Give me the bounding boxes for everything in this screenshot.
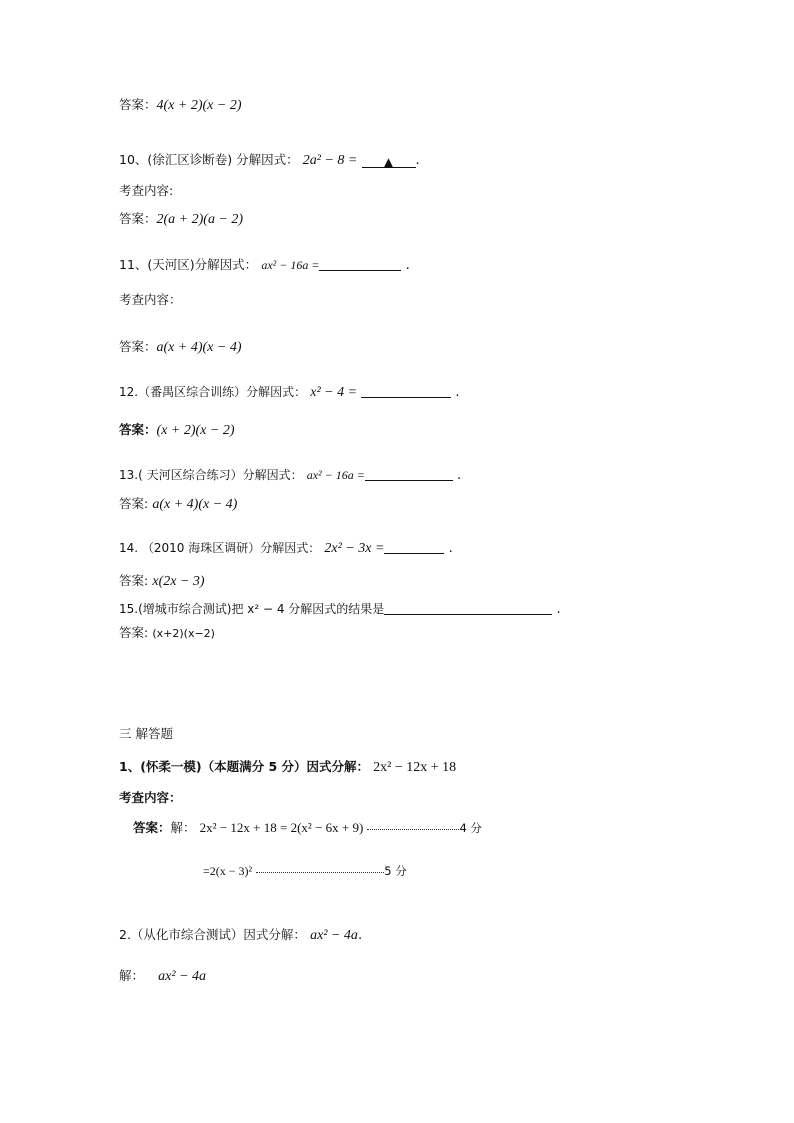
question-text: 2.（从化市综合测试）因式分解： [119, 927, 306, 942]
period: . [455, 385, 460, 400]
question-text: 11、(天河区)分解因式： [119, 257, 258, 272]
q12-answer [119, 421, 235, 440]
dotted-leader [256, 862, 384, 873]
answer-expr: 4(x + 2)(x − 2) [156, 98, 242, 113]
period: . [556, 602, 561, 617]
answer-label: 答案： [119, 211, 157, 226]
question-text: 14. （2010 海珠区调研）分解因式： [119, 541, 321, 555]
solve-label: 解： [119, 968, 145, 983]
answer-expr: (x + 2)(x − 2) [156, 423, 235, 438]
s1-topic: 考查内容： [119, 790, 182, 805]
q9-answer [119, 96, 242, 115]
question-text: 10、(徐汇区诊断卷) 分解因式： [119, 152, 299, 167]
answer-label: 答案: [119, 625, 149, 640]
answer-blank [384, 539, 444, 554]
period: . [448, 541, 453, 556]
q14-answer [119, 572, 205, 591]
step-expr: =2(x − 3)² [203, 864, 253, 878]
answer-expr: a(x + 4)(x − 4) [156, 340, 242, 355]
question-expr: ax² − 4a [310, 928, 358, 943]
period: . [357, 928, 363, 943]
answer-expr: 2(a + 2)(a − 2) [156, 212, 244, 227]
answer-expr: x(2x − 3) [152, 574, 205, 589]
dotted-leader [367, 819, 459, 830]
solve-question-1 [119, 758, 456, 777]
question-text: 15.(增城市综合测试)把 x² − 4 分解因式的结果是 [119, 602, 385, 616]
question-15 [119, 600, 561, 619]
s1-step1 [133, 819, 482, 838]
q15-answer [119, 624, 215, 643]
q13-answer [119, 495, 237, 514]
answer-blank [362, 153, 416, 168]
question-11 [119, 256, 410, 275]
question-12 [119, 383, 459, 402]
answer-label: 答案: [119, 573, 149, 588]
answer-blank [365, 466, 453, 481]
q10-topic: 考查内容: [119, 183, 174, 198]
answer-label: 答案： [119, 339, 157, 354]
q11-topic: 考查内容： [119, 292, 182, 307]
solve-expr: ax² − 4a [158, 969, 207, 984]
answer-label: 答案： [119, 422, 157, 437]
triangle-icon: ▲ [383, 155, 394, 169]
answer-blank [384, 600, 552, 615]
step-score: 5 分 [384, 864, 407, 878]
question-expr: 2x² − 3x = [324, 541, 385, 556]
period: . [405, 258, 410, 273]
period: . [457, 468, 462, 483]
s2-solve [119, 967, 206, 986]
answer-label: 答案： [119, 97, 157, 112]
s1-step2 [203, 862, 407, 881]
question-text: 1、(怀柔一模)（本题满分 5 分）因式分解： [119, 759, 370, 774]
question-13 [119, 466, 461, 485]
period: . [415, 153, 420, 168]
answer-blank [361, 383, 451, 398]
question-expr: ax² − 16a = [306, 468, 365, 482]
section-title: 三 解答题 [119, 726, 173, 741]
question-10 [119, 151, 420, 170]
question-expr: 2x² − 12x + 18 [373, 760, 457, 775]
step-score: 4 分 [459, 821, 482, 835]
question-expr: x² − 4 = [310, 385, 358, 400]
answer-expr: (x+2)(x−2) [152, 627, 215, 640]
question-text: 12.（番禺区综合训练）分解因式： [119, 385, 307, 399]
answer-label: 答案: [119, 496, 149, 511]
answer-label: 答案： [133, 820, 171, 835]
solve-label: 解： [170, 820, 196, 835]
q10-answer [119, 210, 243, 229]
answer-blank [319, 256, 401, 271]
q11-answer [119, 338, 242, 357]
question-text: 13.( 天河区综合练习）分解因式： [119, 468, 303, 482]
question-expr: ax² − 16a = [261, 258, 320, 272]
solve-question-2 [119, 926, 362, 945]
question-expr: 2a² − 8 = [302, 153, 358, 168]
step-expr: 2x² − 12x + 18 = 2(x² − 6x + 9) [199, 820, 364, 835]
question-14 [119, 539, 453, 558]
answer-expr: a(x + 4)(x − 4) [152, 497, 238, 512]
